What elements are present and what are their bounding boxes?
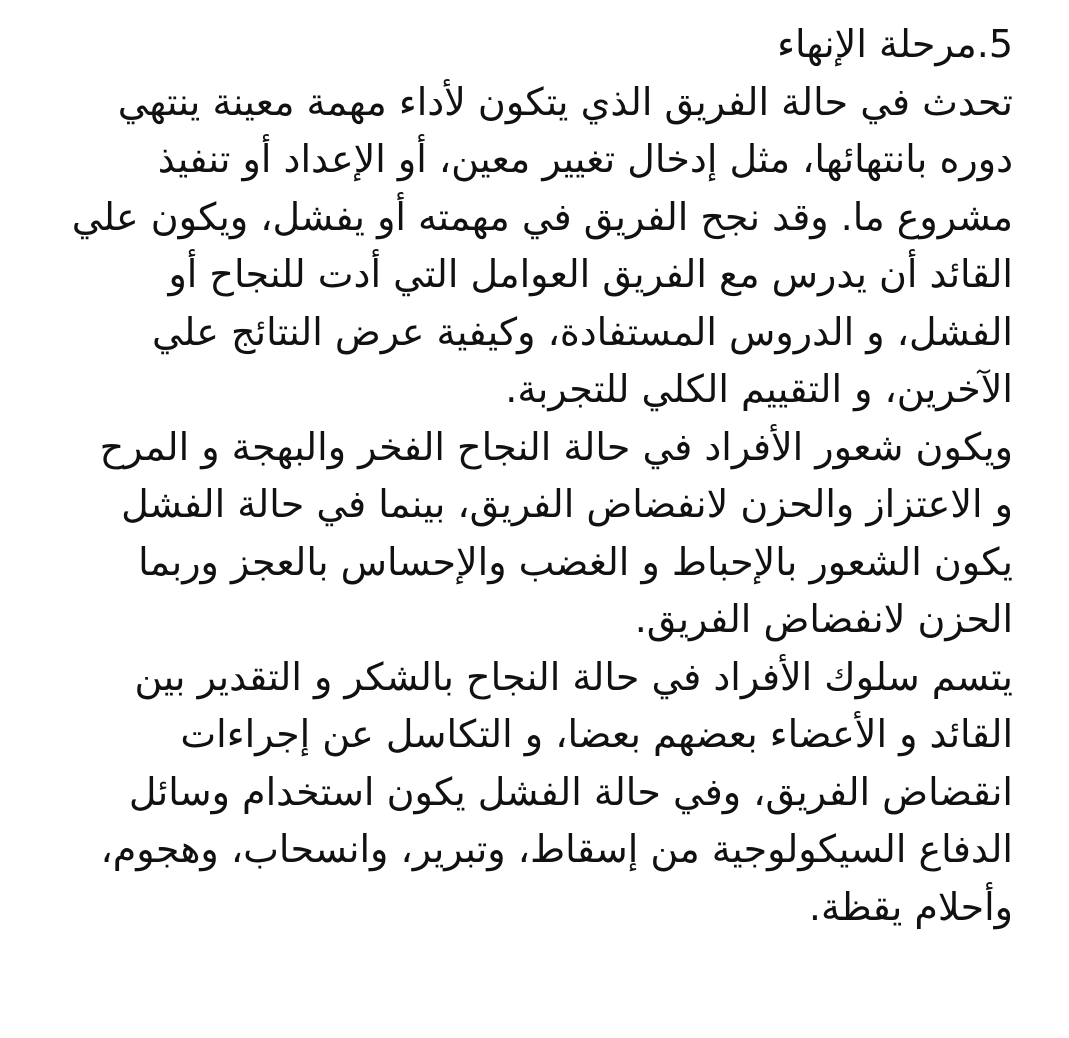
- text-line: القائد أن يدرس مع الفريق العوامل التي أدت للنجاح أو: [168, 252, 1013, 296]
- text-line: تحدث في حالة الفريق الذي يتكون لأداء مهمة معينة ينتهي: [117, 79, 1013, 124]
- text-line: الآخرين، و التقييم الكلي للتجربة.: [505, 367, 1013, 411]
- text-line: و الاعتزاز والحزن لانفضاض الفريق، بينما في حالة الفشل: [121, 482, 1013, 526]
- text-line: يتسم سلوك الأفراد في حالة النجاح بالشكر و التقدير بين: [134, 654, 1013, 699]
- text-line: ويكون شعور الأفراد في حالة النجاح الفخر والبهجة و المرح: [99, 424, 1013, 469]
- text-line: القائد و الأعضاء بعضهم بعضا، و التكاسل عن إجراءات: [180, 712, 1013, 756]
- document-body: [33, 16, 1013, 936]
- text-line: وأحلام يقظة.: [808, 884, 1013, 929]
- text-line: مشروع ما. وقد نجح الفريق في مهمته أو يفشل، ويكون علي: [71, 194, 1013, 239]
- section-heading: 5.مرحلة الإنهاء: [777, 22, 1013, 66]
- text-line: يكون الشعور بالإحباط و الغضب والإحساس بالعجز وربما: [138, 539, 1013, 584]
- text-line: الدفاع السيكولوجية من إسقاط، وتبرير، وانسحاب، وهجوم،: [100, 827, 1013, 871]
- text-line: الفشل، و الدروس المستفادة، وكيفية عرض النتائج علي: [152, 309, 1013, 354]
- text-line: دوره بانتهائها، مثل إدخال تغيير معين، أو الإعداد أو تنفيذ: [157, 137, 1013, 181]
- text-line: انقضاض الفريق، وفي حالة الفشل يكون استخدام وسائل: [128, 769, 1013, 814]
- text-line: الحزن لانفضاض الفريق.: [634, 597, 1013, 641]
